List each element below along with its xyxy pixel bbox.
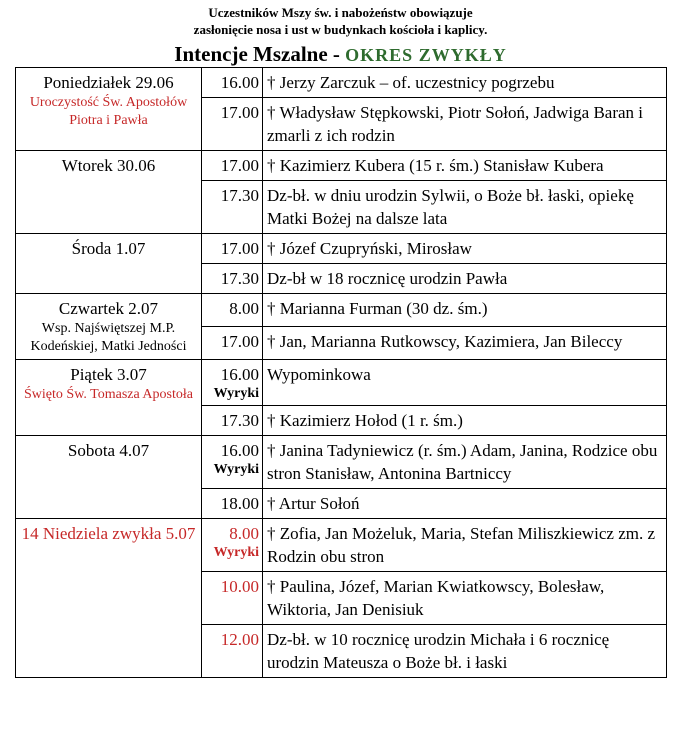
mass-time: 17.30 [202, 264, 263, 294]
notice-line-1: Uczestników Mszy św. i nabożeństw obowiązuje [208, 5, 473, 20]
day-memorial: Wsp. Najświętszej M.P. Kodeńskiej, Matki Jedności [30, 321, 187, 354]
mass-intention: † Kazimierz Kubera (15 r. śm.) Stanisław Kubera [263, 151, 667, 181]
day-cell [16, 436, 202, 519]
day-feast: Święto Św. Tomasza Apostoła [24, 387, 193, 402]
day-name: Środa 1.07 [71, 239, 146, 258]
mass-intention: † Jerzy Zarczuk – of. uczestnicy pogrzebu [263, 68, 667, 98]
table-row [16, 68, 667, 98]
mass-time: 17.30 [202, 181, 263, 234]
table-row [16, 294, 667, 327]
table-row [16, 360, 667, 406]
mass-time: 17.30 [202, 406, 263, 436]
title-main: Intencje Mszalne - [174, 42, 346, 66]
table-row [16, 234, 667, 264]
mass-place: Wyryki [213, 545, 259, 560]
day-feast: Uroczystość Św. Apostołów Piotra i Pawła [29, 95, 188, 128]
mass-intention: † Zofia, Jan Możeluk, Maria, Stefan Miliszkiewicz zm. z Rodzin obu stron [263, 519, 667, 572]
day-name: Czwartek 2.07 [58, 299, 159, 318]
day-name: Piątek 3.07 [70, 365, 147, 384]
mass-intention: † Józef Czupryński, Mirosław [263, 234, 667, 264]
mass-time: 10.00 [202, 572, 263, 625]
mass-time: 16.00 Wyryki [202, 360, 263, 406]
mass-intention: Dz-bł. w dniu urodzin Sylwii, o Boże bł. łaski, opiekę Matki Bożej na dalsze lata [263, 181, 667, 234]
day-name: 14 Niedziela zwykła 5.07 [21, 524, 196, 543]
table-row [16, 151, 667, 181]
mass-time: 17.00 [202, 234, 263, 264]
table-row [16, 436, 667, 489]
mass-intention: Dz-bł w 18 rocznicę urodzin Pawła [263, 264, 667, 294]
mass-intention: † Marianna Furman (30 dz. śm.) [263, 294, 667, 327]
mass-time: 16.00 Wyryki [202, 436, 263, 489]
page-title [0, 41, 681, 68]
mass-time: 16.00 [202, 68, 263, 98]
mass-intention: † Artur Sołoń [263, 489, 667, 519]
day-name: Wtorek 30.06 [61, 156, 156, 175]
day-cell [16, 519, 202, 678]
mass-intention: † Janina Tadyniewicz (r. śm.) Adam, Janina, Rodzice obu stron Stanisław, Antonina Bartniccy [263, 436, 667, 489]
table-row [16, 519, 667, 572]
mass-intention: † Władysław Stępkowski, Piotr Sołoń, Jadwiga Baran i zmarli z ich rodzin [263, 98, 667, 151]
mass-intention: † Kazimierz Hołod (1 r. śm.) [263, 406, 667, 436]
mass-time: 12.00 [202, 625, 263, 678]
covid-notice [0, 0, 681, 38]
mass-place: Wyryki [213, 386, 259, 401]
mass-intention: † Jan, Marianna Rutkowscy, Kazimiera, Jan Bileccy [263, 327, 667, 360]
day-name: Poniedziałek 29.06 [43, 73, 174, 92]
mass-intention: Dz-bł. w 10 rocznicę urodzin Michała i 6 rocznicę urodzin Mateusza o Boże bł. i łaski [263, 625, 667, 678]
day-cell [16, 151, 202, 234]
notice-line-2: zasłonięcie nosa i ust w budynkach kościoła i kaplicy. [193, 22, 488, 37]
mass-place: Wyryki [213, 462, 259, 477]
mass-intention: † Paulina, Józef, Marian Kwiatkowscy, Bolesław, Wiktoria, Jan Denisiuk [263, 572, 667, 625]
title-period: OKRES ZWYKŁY [345, 45, 507, 65]
day-name: Sobota 4.07 [67, 441, 150, 460]
mass-time: 18.00 [202, 489, 263, 519]
mass-time: 17.00 [202, 327, 263, 360]
mass-time: 8.00 Wyryki [202, 519, 263, 572]
mass-time: 17.00 [202, 98, 263, 151]
day-cell [16, 294, 202, 360]
mass-time: 8.00 [202, 294, 263, 327]
mass-intention: Wypominkowa [263, 360, 667, 406]
day-cell [16, 234, 202, 294]
mass-time: 17.00 [202, 151, 263, 181]
intentions-table [15, 67, 667, 678]
day-cell [16, 68, 202, 151]
day-cell [16, 360, 202, 436]
